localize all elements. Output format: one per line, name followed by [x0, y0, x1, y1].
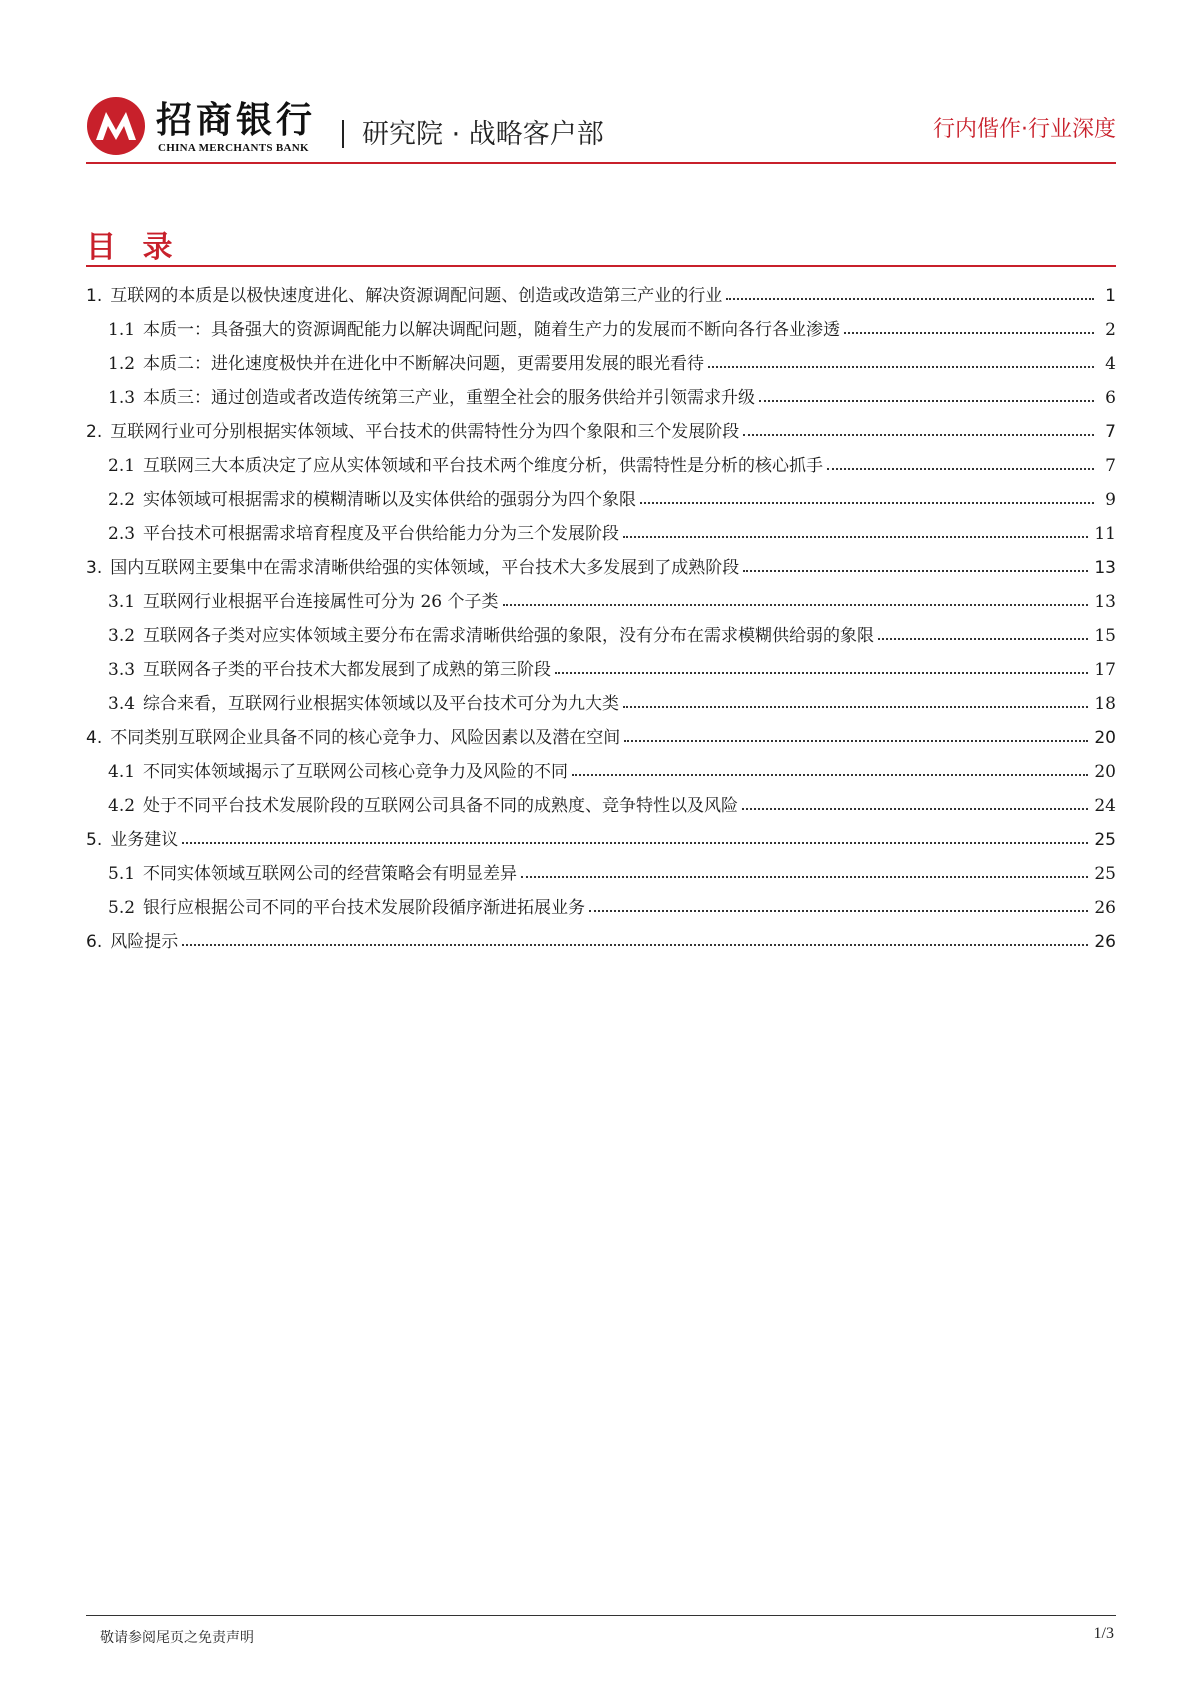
- toc-dot-leader: [759, 400, 1094, 402]
- toc-entry-page: 7: [1105, 422, 1116, 442]
- toc-entry-label: 互联网行业可分别根据实体领域、平台技术的供需特性分为四个象限和三个发展阶段: [110, 422, 740, 442]
- toc-entry-label: 互联网三大本质决定了应从实体领域和平台技术两个维度分析，供需特性是分析的核心抓手: [143, 456, 824, 476]
- toc-entry[interactable]: [86, 782, 1116, 816]
- toc-entry-page: 24: [1094, 796, 1116, 816]
- toc-entry-label: 本质三：通过创造或者改造传统第三产业，重塑全社会的服务供给并引领需求升级: [143, 388, 756, 408]
- cmb-logo-icon: [86, 96, 146, 156]
- toc-title: 目 录: [86, 230, 181, 265]
- toc-entry-label: 不同类别互联网企业具备不同的核心竞争力、风险因素以及潜在空间: [110, 728, 621, 748]
- header-divider: [342, 120, 344, 148]
- toc-entry[interactable]: [86, 272, 1116, 306]
- toc-dot-leader: [555, 672, 1088, 674]
- toc-dot-leader: [743, 570, 1088, 572]
- toc-entry-page: 20: [1094, 728, 1116, 748]
- department-label: 研究院 · 战略客户部: [362, 119, 604, 150]
- report-tag: 行内偕作·行业深度: [933, 117, 1116, 142]
- toc-entry[interactable]: [86, 340, 1116, 374]
- toc-entry-page: 17: [1094, 660, 1116, 680]
- toc-entry-label: 业务建议: [110, 830, 179, 850]
- toc-dot-leader: [844, 332, 1094, 334]
- toc-entry-number: 1.2: [108, 354, 136, 374]
- toc-entry[interactable]: [86, 884, 1116, 918]
- toc-entry-page: 26: [1094, 932, 1116, 952]
- toc-entry-number: 3.3: [108, 660, 136, 680]
- brand-name-en: CHINA MERCHANTS BANK: [158, 142, 309, 154]
- toc-entry-page: 2: [1105, 320, 1116, 340]
- toc-entry-page: 6: [1105, 388, 1116, 408]
- toc-dot-leader: [624, 740, 1088, 742]
- toc-entry[interactable]: [86, 850, 1116, 884]
- toc-entry-page: 7: [1105, 456, 1116, 476]
- toc-dot-leader: [623, 706, 1088, 708]
- toc-entry-label: 综合来看，互联网行业根据实体领域以及平台技术可分为九大类: [143, 694, 620, 714]
- toc-entry-label: 本质一：具备强大的资源调配能力以解决调配问题，随着生产力的发展而不断向各行各业渗透: [143, 320, 841, 340]
- toc-dot-leader: [182, 944, 1088, 946]
- toc-entry-page: 13: [1094, 592, 1116, 612]
- toc-entry[interactable]: [86, 442, 1116, 476]
- header-rule: [86, 162, 1116, 164]
- toc-entry-number: 2.2: [108, 490, 136, 510]
- toc-entry-page: 25: [1094, 830, 1116, 850]
- toc-entry-label: 互联网的本质是以极快速度进化、解决资源调配问题、创造或改造第三产业的行业: [110, 286, 723, 306]
- toc-entry[interactable]: [86, 544, 1116, 578]
- toc-entry[interactable]: [86, 476, 1116, 510]
- toc-entry-number: 4.: [86, 728, 103, 748]
- toc-entry-label: 银行应根据公司不同的平台技术发展阶段循序渐进拓展业务: [143, 898, 586, 918]
- toc-entry-page: 9: [1105, 490, 1116, 510]
- toc-dot-leader: [640, 502, 1094, 504]
- toc-entry-number: 2.1: [108, 456, 136, 476]
- toc-entry[interactable]: [86, 646, 1116, 680]
- toc-entry-page: 11: [1094, 524, 1116, 544]
- toc-entry[interactable]: [86, 510, 1116, 544]
- toc-dot-leader: [623, 536, 1088, 538]
- toc-entry-page: 20: [1094, 762, 1116, 782]
- toc-entry-label: 本质二：进化速度极快并在进化中不断解决问题，更需要用发展的眼光看待: [143, 354, 705, 374]
- page-indicator: 1/3: [1093, 1625, 1114, 1642]
- brand-name-cn: 招商银行: [156, 99, 317, 141]
- toc-entry-number: 4.2: [108, 796, 136, 816]
- toc-entry-number: 2.: [86, 422, 103, 442]
- toc-entry[interactable]: [86, 816, 1116, 850]
- toc-entry-number: 6.: [86, 932, 103, 952]
- toc-dot-leader: [521, 876, 1088, 878]
- toc-entry-label: 不同实体领域互联网公司的经营策略会有明显差异: [143, 864, 518, 884]
- toc-entry[interactable]: [86, 578, 1116, 612]
- toc-dot-leader: [878, 638, 1088, 640]
- toc-dot-leader: [572, 774, 1088, 776]
- toc-entry[interactable]: [86, 374, 1116, 408]
- toc-entry-number: 5.2: [108, 898, 136, 918]
- toc-entry-number: 4.1: [108, 762, 136, 782]
- page-header: [86, 92, 1116, 162]
- toc-entry[interactable]: [86, 306, 1116, 340]
- toc-entry-label: 平台技术可根据需求培育程度及平台供给能力分为三个发展阶段: [143, 524, 620, 544]
- toc-entry-page: 18: [1094, 694, 1116, 714]
- toc-entry-label: 处于不同平台技术发展阶段的互联网公司具备不同的成熟度、竞争特性以及风险: [143, 796, 739, 816]
- toc-entry-number: 2.3: [108, 524, 136, 544]
- toc-entry-label: 风险提示: [110, 932, 179, 952]
- toc-entry[interactable]: [86, 918, 1116, 952]
- toc-entry-label: 互联网各子类对应实体领域主要分布在需求清晰供给强的象限，没有分布在需求模糊供给弱的象限: [143, 626, 875, 646]
- toc-entry-page: 15: [1094, 626, 1116, 646]
- toc-dot-leader: [726, 298, 1094, 300]
- toc-entry-number: 5.1: [108, 864, 136, 884]
- toc-entry-page: 1: [1105, 286, 1116, 306]
- toc-entry[interactable]: [86, 408, 1116, 442]
- footer-rule: [86, 1615, 1116, 1616]
- toc-dot-leader: [708, 366, 1094, 368]
- toc-rule: [86, 265, 1116, 267]
- toc-entry-label: 互联网行业根据平台连接属性可分为 26 个子类: [143, 592, 499, 612]
- toc-dot-leader: [589, 910, 1088, 912]
- toc-entry-number: 1.1: [108, 320, 136, 340]
- toc-entry-number: 3.4: [108, 694, 136, 714]
- footer-disclaimer: 敬请参阅尾页之免责声明: [100, 1630, 254, 1646]
- toc-entry-number: 1.: [86, 286, 103, 306]
- table-of-contents: [86, 272, 1116, 952]
- toc-dot-leader: [743, 434, 1094, 436]
- toc-dot-leader: [742, 808, 1088, 810]
- toc-entry-number: 3.: [86, 558, 103, 578]
- toc-entry-label: 实体领域可根据需求的模糊清晰以及实体供给的强弱分为四个象限: [143, 490, 637, 510]
- toc-entry-page: 13: [1094, 558, 1116, 578]
- toc-entry[interactable]: [86, 748, 1116, 782]
- toc-entry-number: 1.3: [108, 388, 136, 408]
- toc-entry[interactable]: [86, 714, 1116, 748]
- toc-dot-leader: [182, 842, 1088, 844]
- toc-entry-number: 3.2: [108, 626, 136, 646]
- toc-entry-label: 不同实体领域揭示了互联网公司核心竞争力及风险的不同: [143, 762, 569, 782]
- toc-entry-number: 3.1: [108, 592, 136, 612]
- toc-entry[interactable]: [86, 612, 1116, 646]
- toc-entry-number: 5.: [86, 830, 103, 850]
- toc-entry-page: 25: [1094, 864, 1116, 884]
- toc-entry-page: 4: [1105, 354, 1116, 374]
- toc-entry-label: 国内互联网主要集中在需求清晰供给强的实体领域，平台技术大多发展到了成熟阶段: [110, 558, 740, 578]
- toc-entry-label: 互联网各子类的平台技术大都发展到了成熟的第三阶段: [143, 660, 552, 680]
- toc-dot-leader: [503, 604, 1089, 606]
- toc-entry[interactable]: [86, 680, 1116, 714]
- toc-dot-leader: [827, 468, 1094, 470]
- toc-entry-page: 26: [1094, 898, 1116, 918]
